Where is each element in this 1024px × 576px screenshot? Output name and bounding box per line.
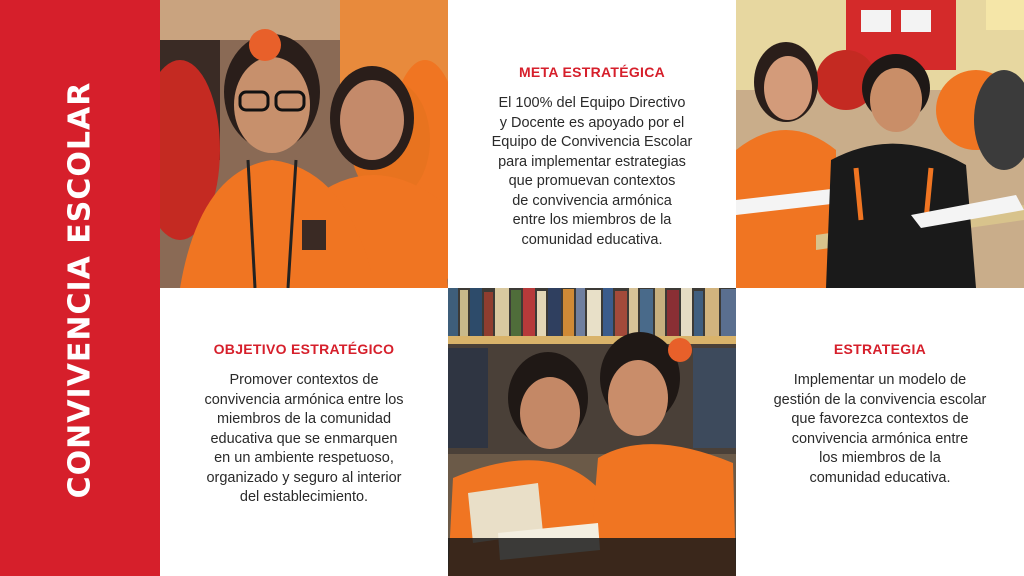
meta-estrategica-section — [448, 64, 736, 250]
meta-estrategica-heading: META ESTRATÉGICA — [518, 64, 666, 80]
title-band — [0, 0, 160, 576]
objetivo-estrategico-section — [160, 341, 448, 508]
meta-estrategica-text: El 100% del Equipo Directivo y Docente es apoyado por el Equipo de Convivencia Escolar para implementar estrategias que promuevan contextos de convivencia armónica entre los miembros de la comunidad educativa. — [491, 95, 693, 248]
objetivo-estrategico-text: Promover contextos de convivencia armónica entre los miembros de la comunidad educativa que se enmarquen en un ambiente respetuoso, organizado y seguro al interior del establecimiento. — [204, 372, 404, 505]
estrategia-section — [736, 341, 1024, 488]
objetivo-estrategico-heading: OBJETIVO ESTRATÉGICO — [213, 341, 395, 357]
estrategia-heading: ESTRATEGIA — [833, 341, 927, 357]
students-smiling-photo — [160, 0, 448, 288]
students-reading-photo — [448, 288, 736, 576]
slide-title: CONVIVENCIA ESCOLAR — [62, 81, 98, 499]
estrategia-text: Implementar un modelo de gestión de la convivencia escolar que favorezca contextos de convivencia armónica entre los miembros de la comunidad educativa. — [773, 372, 987, 486]
classroom-photo — [736, 0, 1024, 288]
